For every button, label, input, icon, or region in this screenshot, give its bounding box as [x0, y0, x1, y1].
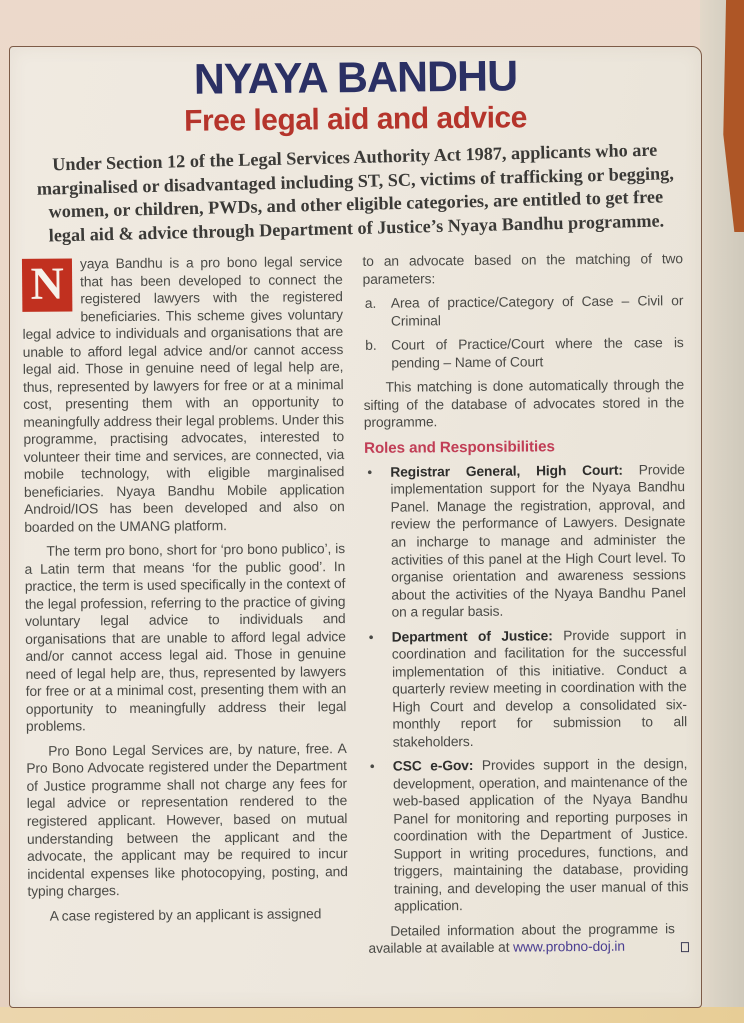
bullet-icon: • [369, 758, 375, 774]
bullet-department-of-justice [366, 626, 688, 751]
bullet-body [393, 755, 689, 915]
bullet-body [390, 461, 686, 621]
dropcap-letter: N [22, 258, 72, 311]
list-item-b [365, 334, 684, 372]
paragraph-case-assignment: A case registered by an applicant is assigned [49, 905, 322, 924]
bullet-body [392, 626, 688, 751]
paragraph-matching-process: This matching is done automatically through the sifting of the database of advocates stored in the programme. [363, 377, 685, 430]
footer-paragraph [368, 920, 689, 958]
table-surface [0, 1007, 744, 1023]
bullet-icon: • [367, 464, 373, 480]
end-of-article-icon [681, 942, 689, 952]
page-title: NYAYA BANDHU [193, 52, 518, 104]
list-marker-b: b. [365, 337, 377, 353]
paragraph-advocate-matching: to an advocate based on the matching of two parameters: [362, 251, 684, 287]
bullet-title: Registrar General, High Court: [390, 462, 623, 480]
bullet-text: Provides support in the design, development, operation, and maintenance of the web-based application of the Nyaya Bandhu Panel for monitoring and reporting purposes in coordination with the Department of Justice. Support in writing procedures, functions, and triggers, maintaining the database, providing training, and developing the user manual of this application. [392, 756, 689, 914]
paragraph-text: yaya Bandhu is a pro bono legal service that has been developed to connect the registered lawyers with the registered beneficiaries. This scheme gives voluntary legal advice to individuals and organisations that are unable to afford legal advice and/or cannot access legal aid. Those in genuine need of legal help are, thus, represented by lawyers for free or at a minimal cost, presenting them with an opportunity to meaningfully address their legal problems. Under this programme, practising advocates, interested to volunteer their time and services, are connected, via mobile technology, with eligible marginalised beneficiaries. Nyaya Bandhu Mobile application Android/IOS has been developed and also on boarded on the UMANG platform. [22, 253, 345, 535]
article-header [25, 52, 686, 246]
bullet-icon: • [368, 629, 374, 645]
left-column [22, 253, 349, 968]
roles-heading: Roles and Responsibilities [364, 437, 555, 457]
paragraph-free-services: Pro Bono Legal Services are, by nature, free. A Pro Bono Advocate registered under the Department of Justice programme shall not charge any fees for legal advice or representation rendered to the registered applicant. However, based on mutual understanding between the applicant and the advocate, the applicant may be required to incur incidental expenses like photocopying, posting, and typing charges. [26, 740, 348, 899]
intro-paragraph: Under Section 12 of the Legal Services Authority Act 1987, applicants who are marginalised or disadvantaged including ST, SC, victims of trafficking or begging, women, or children, PWDs, and other eligible categories, are entitled to get free legal aid & advice through Department of Justice’s Nyaya Bandhu programme. [36, 139, 674, 246]
website-link[interactable]: www.probno-doj.in [513, 938, 626, 955]
bullet-csc-egov [367, 755, 689, 915]
magazine-page [9, 46, 702, 1008]
bullet-title: Department of Justice: [391, 627, 553, 645]
list-text-a: Area of practice/Category of Case – Civil or Criminal [390, 293, 684, 329]
list-item-a [365, 292, 684, 330]
bullet-text: Provide support in coordination and facilitation for the successful implementation of this initiative. Conduct a quarterly review meeting in coordination with the High Court and develop a consolidated six-monthly report for submission to all stakeholders. [391, 626, 688, 750]
bullet-title: CSC e-Gov: [392, 758, 474, 774]
list-marker-a: a. [364, 295, 377, 311]
right-column [362, 250, 689, 965]
paragraph-pro-bono-service [22, 253, 345, 536]
bullet-registrar-general [364, 461, 686, 621]
list-text-b: Court of Practice/Court where the case is pending – Name of Court [391, 335, 684, 371]
paragraph-pro-bono-term: The term pro bono, short for ‘pro bono publico’, is a Latin term that means ‘for the public good’. In practice, the term is used specifically in the context of the legal profession, referring to the practice of giving voluntary legal advice to individuals and organisations that are unable to afford legal advice and/or cannot access legal aid. Those in genuine need of legal help are, thus, represented by lawyers for free or at a minimal cost, presenting them with an opportunity to meaningfully address their legal problems. [24, 541, 347, 735]
bullet-text: Provide implementation support for the Nyaya Bandhu Panel. Manage the registration, approval, and review the performance of Lawyers. Designate an incharge to manage and administer the activities of this panel at the High Court level. To organise orientation and awareness sessions about the activities of the Nyaya Bandhu Panel on a regular basis. [390, 461, 686, 620]
two-column-body [22, 250, 689, 968]
footer-text: Detailed information about the programme is available at available at [368, 920, 675, 957]
page-subtitle: Free legal aid and advice [184, 101, 527, 138]
